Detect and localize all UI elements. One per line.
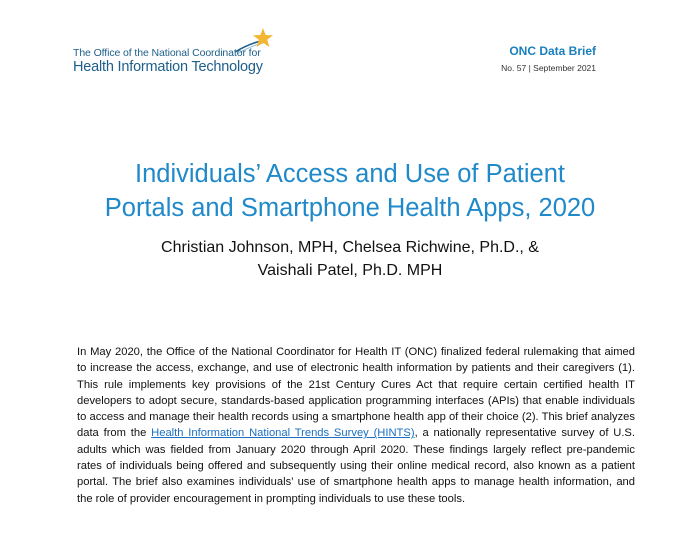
org-name-line2: Health Information Technology [73, 59, 263, 75]
intro-paragraph [77, 344, 635, 507]
org-name-line1: The Office of the National Coordinator for [73, 47, 261, 59]
hints-survey-link[interactable]: Health Information National Trends Survey (HINTS) [151, 427, 415, 440]
authors-line1: Christian Johnson, MPH, Chelsea Richwine, Ph.D., & [161, 239, 539, 256]
intro-text-before-link: In May 2020, the Office of the National Coordinator for Health IT (ONC) finalized federal rulemaking that aimed to increase the access, exchange, and use of electronic health information by patients and their caregivers (1). This rule implements key provisions of the 21st Century Cures Act that require certain certified health IT developers to adopt secure, standards-based application programming interfaces (APIs) that enable individuals to access and manage their health records using a smartphone health app of their choice (2). This brief analyzes data from the [77, 346, 635, 440]
document-title-line2: Portals and Smartphone Health Apps, 2020 [104, 194, 596, 222]
brief-label: ONC Data Brief [509, 44, 596, 58]
document-title-line1: Individuals’ Access and Use of Patient [135, 160, 565, 188]
brief-number: No. 57 | September 2021 [501, 63, 596, 73]
authors-line2: Vaishali Patel, Ph.D. MPH [257, 262, 443, 279]
intro-text-after-link: , a nationally representative survey of U.S. adults which was fielded from January 2020 through April 2020. These findings largely reflect pre-pandemic rates of individuals being offered and subsequently using their online medical record, also known as a patient portal. The brief also examines individuals’ use of smartphone health apps to manage health information, and the role of provider encouragement in prompting individuals to use these tools. [77, 427, 635, 505]
onc-logo [73, 26, 273, 76]
